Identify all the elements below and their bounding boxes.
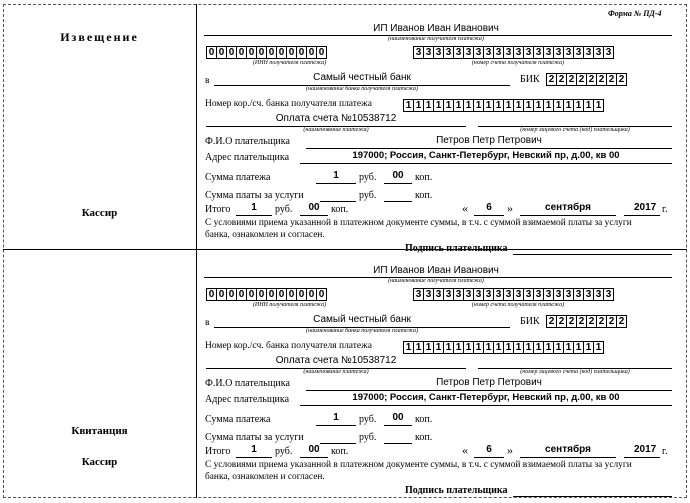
total-rub-line bbox=[236, 457, 272, 458]
bik-digit: 2 bbox=[586, 73, 597, 86]
corr-account-digit: 1 bbox=[413, 341, 424, 354]
account-digit: 3 bbox=[603, 46, 614, 59]
inn-digit: 0 bbox=[316, 288, 327, 301]
corr-account-digit: 1 bbox=[583, 99, 594, 112]
payer-label: Ф.И.О плательщика bbox=[205, 378, 290, 389]
total-kop: 00 bbox=[308, 202, 320, 213]
corr-account-digit: 1 bbox=[443, 341, 454, 354]
inn-digit: 0 bbox=[246, 46, 257, 59]
account-digit: 3 bbox=[443, 46, 454, 59]
account-caption: (номер счета получателя платежа) bbox=[471, 60, 565, 66]
corr-account-digit: 1 bbox=[473, 99, 484, 112]
date-day-line bbox=[474, 457, 504, 458]
corr-account-digit: 1 bbox=[523, 99, 534, 112]
agreement-line-1: С условиями приема указанной в платежном документе суммы, в т.ч. с суммой взимаемой платы за услуги bbox=[205, 218, 632, 228]
account-digit: 3 bbox=[453, 288, 464, 301]
bik-digit: 2 bbox=[596, 73, 607, 86]
account-digit: 3 bbox=[553, 46, 564, 59]
total-kop-unit: коп. bbox=[331, 204, 349, 215]
bank-caption: (наименование банка получателя платежа) bbox=[306, 86, 418, 92]
corr-account-digit: 1 bbox=[503, 341, 514, 354]
account-digit: 3 bbox=[593, 288, 604, 301]
payer-name: Петров Петр Петрович bbox=[436, 377, 542, 388]
corr-account-digit: 1 bbox=[583, 341, 594, 354]
account-digit: 3 bbox=[543, 288, 554, 301]
date-year-suffix: г. bbox=[662, 204, 668, 215]
corr-account-digit: 1 bbox=[523, 341, 534, 354]
notice-title: Извещение bbox=[60, 30, 139, 44]
inn-digit: 0 bbox=[306, 46, 317, 59]
account-digit: 3 bbox=[413, 288, 424, 301]
corr-account-digit: 1 bbox=[483, 99, 494, 112]
total-rub: 1 bbox=[251, 202, 257, 213]
receipt-title: Квитанция bbox=[71, 425, 128, 437]
total-label: Итого bbox=[205, 204, 231, 215]
date-month: сентября bbox=[545, 444, 591, 455]
fee-kop-line bbox=[384, 201, 412, 202]
inn-caption: (ИНН получателя платежа) bbox=[252, 60, 327, 66]
corr-account-digit: 1 bbox=[593, 99, 604, 112]
account-digit: 3 bbox=[573, 46, 584, 59]
fee-kop-unit: коп. bbox=[415, 190, 433, 201]
personal-account-caption: (номер лицевого счета (код) плательщика) bbox=[520, 127, 630, 133]
total-rub: 1 bbox=[251, 444, 257, 455]
sum-rub-unit: руб. bbox=[359, 414, 377, 425]
account-digit: 3 bbox=[593, 46, 604, 59]
bank-name: Самый честный банк bbox=[313, 72, 411, 83]
date-quote-close: » bbox=[507, 201, 513, 215]
bik-digit: 2 bbox=[586, 315, 597, 328]
sum-rub-line bbox=[316, 183, 356, 184]
notice-cashier: Кассир bbox=[81, 207, 118, 219]
signature-line bbox=[513, 254, 672, 255]
address-label: Адрес плательщика bbox=[205, 152, 290, 163]
payer-name-line bbox=[306, 390, 672, 391]
sum-kop: 00 bbox=[392, 170, 404, 181]
date-month-line bbox=[520, 457, 616, 458]
corr-account-digit: 1 bbox=[513, 99, 524, 112]
total-label: Итого bbox=[205, 446, 231, 457]
corr-account-digit: 1 bbox=[533, 341, 544, 354]
fee-rub-unit: руб. bbox=[359, 432, 377, 443]
account-digit: 3 bbox=[533, 288, 544, 301]
date-quote-close: » bbox=[507, 443, 513, 457]
account-digit: 3 bbox=[453, 46, 464, 59]
date-year-line bbox=[624, 457, 660, 458]
bik-digit: 2 bbox=[566, 73, 577, 86]
inn-boxes bbox=[206, 46, 326, 59]
bik-digit: 2 bbox=[616, 315, 627, 328]
payer-label: Ф.И.О плательщика bbox=[205, 136, 290, 147]
sum-kop-line bbox=[384, 425, 412, 426]
signature-label: Подпись плательщика bbox=[405, 243, 508, 254]
corr-account-digit: 1 bbox=[553, 341, 564, 354]
corr-account-digit: 1 bbox=[403, 341, 414, 354]
total-rub-unit: руб. bbox=[275, 204, 293, 215]
account-digit: 3 bbox=[473, 288, 484, 301]
bik-digit: 2 bbox=[596, 315, 607, 328]
corr-account-digit: 1 bbox=[543, 341, 554, 354]
bik-label: БИК bbox=[520, 74, 540, 85]
account-digit: 3 bbox=[483, 288, 494, 301]
account-digit: 3 bbox=[433, 46, 444, 59]
inn-digit: 0 bbox=[236, 46, 247, 59]
corr-account-digit: 1 bbox=[553, 99, 564, 112]
account-digit: 3 bbox=[503, 288, 514, 301]
bank-name: Самый честный банк bbox=[313, 314, 411, 325]
total-kop: 00 bbox=[308, 444, 320, 455]
inn-digit: 0 bbox=[226, 46, 237, 59]
date-year-line bbox=[624, 215, 660, 216]
date-day: 6 bbox=[486, 202, 492, 213]
corr-account-boxes bbox=[403, 341, 603, 354]
bank-caption: (наименование банка получателя платежа) bbox=[306, 328, 418, 334]
fee-label: Сумма платы за услуги bbox=[205, 190, 304, 201]
corr-account-boxes bbox=[403, 99, 603, 112]
sum-kop-unit: коп. bbox=[415, 414, 433, 425]
account-boxes bbox=[413, 288, 613, 301]
date-day: 6 bbox=[486, 444, 492, 455]
account-digit: 3 bbox=[603, 288, 614, 301]
payer-name: Петров Петр Петрович bbox=[436, 135, 542, 146]
inn-digit: 0 bbox=[276, 288, 287, 301]
inn-digit: 0 bbox=[216, 288, 227, 301]
corr-account-digit: 1 bbox=[423, 341, 434, 354]
corr-account-digit: 1 bbox=[453, 99, 464, 112]
payment-caption: (наименование платежа) bbox=[303, 369, 369, 375]
corr-account-digit: 1 bbox=[513, 341, 524, 354]
account-digit: 3 bbox=[493, 46, 504, 59]
corr-account-digit: 1 bbox=[443, 99, 454, 112]
payee-name: ИП Иванов Иван Иванович bbox=[373, 265, 499, 276]
account-digit: 3 bbox=[523, 46, 534, 59]
payer-address: 197000; Россия, Санкт-Петербург, Невский пр, д.00, кв 00 bbox=[352, 392, 620, 403]
bik-digit: 2 bbox=[566, 315, 577, 328]
corr-account-digit: 1 bbox=[493, 341, 504, 354]
payee-name: ИП Иванов Иван Иванович bbox=[373, 23, 499, 34]
bik-digit: 2 bbox=[556, 315, 567, 328]
date-month-line bbox=[520, 215, 616, 216]
inn-digit: 0 bbox=[316, 46, 327, 59]
corr-account-digit: 1 bbox=[433, 99, 444, 112]
corr-account-digit: 1 bbox=[453, 341, 464, 354]
agreement-line-1: С условиями приема указанной в платежном документе суммы, в т.ч. с суммой взимаемой платы за услуги bbox=[205, 460, 632, 470]
payee-name-caption: (наименование получателя платежа) bbox=[388, 278, 484, 284]
fee-kop-line bbox=[384, 443, 412, 444]
date-year: 2017 bbox=[634, 444, 657, 455]
corr-account-digit: 1 bbox=[493, 99, 504, 112]
bik-digit: 2 bbox=[546, 73, 557, 86]
corr-account-digit: 1 bbox=[593, 341, 604, 354]
corr-account-digit: 1 bbox=[423, 99, 434, 112]
fee-kop-unit: коп. bbox=[415, 432, 433, 443]
account-digit: 3 bbox=[543, 46, 554, 59]
bik-digit: 2 bbox=[576, 73, 587, 86]
agreement-line-2: банка, ознакомлен и согласен. bbox=[205, 230, 325, 240]
account-digit: 3 bbox=[513, 288, 524, 301]
payment-name: Оплата счета №10538712 bbox=[275, 113, 397, 124]
inn-digit: 0 bbox=[206, 288, 217, 301]
bank-prefix: в bbox=[205, 76, 210, 86]
inn-digit: 0 bbox=[226, 288, 237, 301]
account-digit: 3 bbox=[413, 46, 424, 59]
account-digit: 3 bbox=[443, 288, 454, 301]
inn-digit: 0 bbox=[256, 46, 267, 59]
account-digit: 3 bbox=[503, 46, 514, 59]
account-digit: 3 bbox=[433, 288, 444, 301]
fee-rub-unit: руб. bbox=[359, 190, 377, 201]
agreement-line-2: банка, ознакомлен и согласен. bbox=[205, 472, 325, 482]
inn-digit: 0 bbox=[216, 46, 227, 59]
corr-account-digit: 1 bbox=[563, 341, 574, 354]
account-digit: 3 bbox=[523, 288, 534, 301]
sum-kop-unit: коп. bbox=[415, 172, 433, 183]
sum-kop-line bbox=[384, 183, 412, 184]
account-digit: 3 bbox=[533, 46, 544, 59]
total-kop-unit: коп. bbox=[331, 446, 349, 457]
total-kop-line bbox=[300, 215, 328, 216]
account-digit: 3 bbox=[553, 288, 564, 301]
inn-digit: 0 bbox=[306, 288, 317, 301]
corr-account-digit: 1 bbox=[463, 99, 474, 112]
corr-account-digit: 1 bbox=[413, 99, 424, 112]
signature-label: Подпись плательщика bbox=[405, 485, 508, 496]
inn-digit: 0 bbox=[256, 288, 267, 301]
bik-label: БИК bbox=[520, 316, 540, 327]
total-rub-line bbox=[236, 215, 272, 216]
inn-caption: (ИНН получателя платежа) bbox=[252, 302, 327, 308]
corr-account-digit: 1 bbox=[463, 341, 474, 354]
date-month: сентября bbox=[545, 202, 591, 213]
account-digit: 3 bbox=[483, 46, 494, 59]
bik-digit: 2 bbox=[606, 315, 617, 328]
account-digit: 3 bbox=[423, 288, 434, 301]
payment-caption: (наименование платежа) bbox=[303, 127, 369, 133]
inn-digit: 0 bbox=[296, 288, 307, 301]
signature-line bbox=[513, 496, 672, 497]
corr-account-digit: 1 bbox=[563, 99, 574, 112]
payment-name: Оплата счета №10538712 bbox=[275, 355, 397, 366]
payer-address-line bbox=[300, 405, 672, 406]
payer-name-line bbox=[306, 148, 672, 149]
account-digit: 3 bbox=[563, 46, 574, 59]
account-digit: 3 bbox=[463, 46, 474, 59]
date-year-suffix: г. bbox=[662, 446, 668, 457]
corr-account-digit: 1 bbox=[533, 99, 544, 112]
bik-digit: 2 bbox=[556, 73, 567, 86]
corr-account-digit: 1 bbox=[433, 341, 444, 354]
sum-label: Сумма платежа bbox=[205, 172, 271, 183]
bik-digit: 2 bbox=[546, 315, 557, 328]
vertical-divider bbox=[196, 4, 197, 498]
personal-account-caption: (номер лицевого счета (код) плательщика) bbox=[520, 369, 630, 375]
account-digit: 3 bbox=[513, 46, 524, 59]
account-digit: 3 bbox=[583, 288, 594, 301]
total-rub-unit: руб. bbox=[275, 446, 293, 457]
payee-name-caption: (наименование получателя платежа) bbox=[388, 36, 484, 42]
payer-address-line bbox=[300, 163, 672, 164]
corr-account-label: Номер кор./сч. банка получателя платежа bbox=[205, 99, 372, 109]
account-digit: 3 bbox=[423, 46, 434, 59]
date-quote-open: « bbox=[462, 201, 468, 215]
date-day-line bbox=[474, 215, 504, 216]
sum-rub-unit: руб. bbox=[359, 172, 377, 183]
inn-digit: 0 bbox=[266, 288, 277, 301]
sum-kop: 00 bbox=[392, 412, 404, 423]
corr-account-digit: 1 bbox=[483, 341, 494, 354]
account-digit: 3 bbox=[473, 46, 484, 59]
inn-digit: 0 bbox=[246, 288, 257, 301]
receipt-cashier: Кассир bbox=[81, 456, 118, 468]
account-digit: 3 bbox=[463, 288, 474, 301]
horizontal-divider bbox=[3, 249, 687, 250]
corr-account-digit: 1 bbox=[403, 99, 414, 112]
address-label: Адрес плательщика bbox=[205, 394, 290, 405]
account-digit: 3 bbox=[493, 288, 504, 301]
date-year: 2017 bbox=[634, 202, 657, 213]
bank-prefix: в bbox=[205, 318, 210, 328]
account-caption: (номер счета получателя платежа) bbox=[471, 302, 565, 308]
bik-digit: 2 bbox=[616, 73, 627, 86]
fee-label: Сумма платы за услуги bbox=[205, 432, 304, 443]
corr-account-digit: 1 bbox=[573, 341, 584, 354]
inn-digit: 0 bbox=[286, 288, 297, 301]
total-kop-line bbox=[300, 457, 328, 458]
sum-label: Сумма платежа bbox=[205, 414, 271, 425]
corr-account-digit: 1 bbox=[573, 99, 584, 112]
payer-address: 197000; Россия, Санкт-Петербург, Невский пр, д.00, кв 00 bbox=[352, 150, 620, 161]
inn-digit: 0 bbox=[266, 46, 277, 59]
account-boxes bbox=[413, 46, 613, 59]
account-digit: 3 bbox=[583, 46, 594, 59]
inn-digit: 0 bbox=[206, 46, 217, 59]
date-quote-open: « bbox=[462, 443, 468, 457]
inn-digit: 0 bbox=[296, 46, 307, 59]
bik-boxes bbox=[546, 315, 626, 328]
sum-rub: 1 bbox=[333, 412, 339, 423]
bik-digit: 2 bbox=[576, 315, 587, 328]
corr-account-digit: 1 bbox=[473, 341, 484, 354]
bik-digit: 2 bbox=[606, 73, 617, 86]
inn-boxes bbox=[206, 288, 326, 301]
inn-digit: 0 bbox=[286, 46, 297, 59]
account-digit: 3 bbox=[573, 288, 584, 301]
sum-rub: 1 bbox=[333, 170, 339, 181]
sum-rub-line bbox=[316, 425, 356, 426]
corr-account-label: Номер кор./сч. банка получателя платежа bbox=[205, 341, 372, 351]
account-digit: 3 bbox=[563, 288, 574, 301]
corr-account-digit: 1 bbox=[543, 99, 554, 112]
bik-boxes bbox=[546, 73, 626, 86]
inn-digit: 0 bbox=[276, 46, 287, 59]
form-number-label: Форма № ПД-4 bbox=[608, 9, 662, 18]
corr-account-digit: 1 bbox=[503, 99, 514, 112]
inn-digit: 0 bbox=[236, 288, 247, 301]
